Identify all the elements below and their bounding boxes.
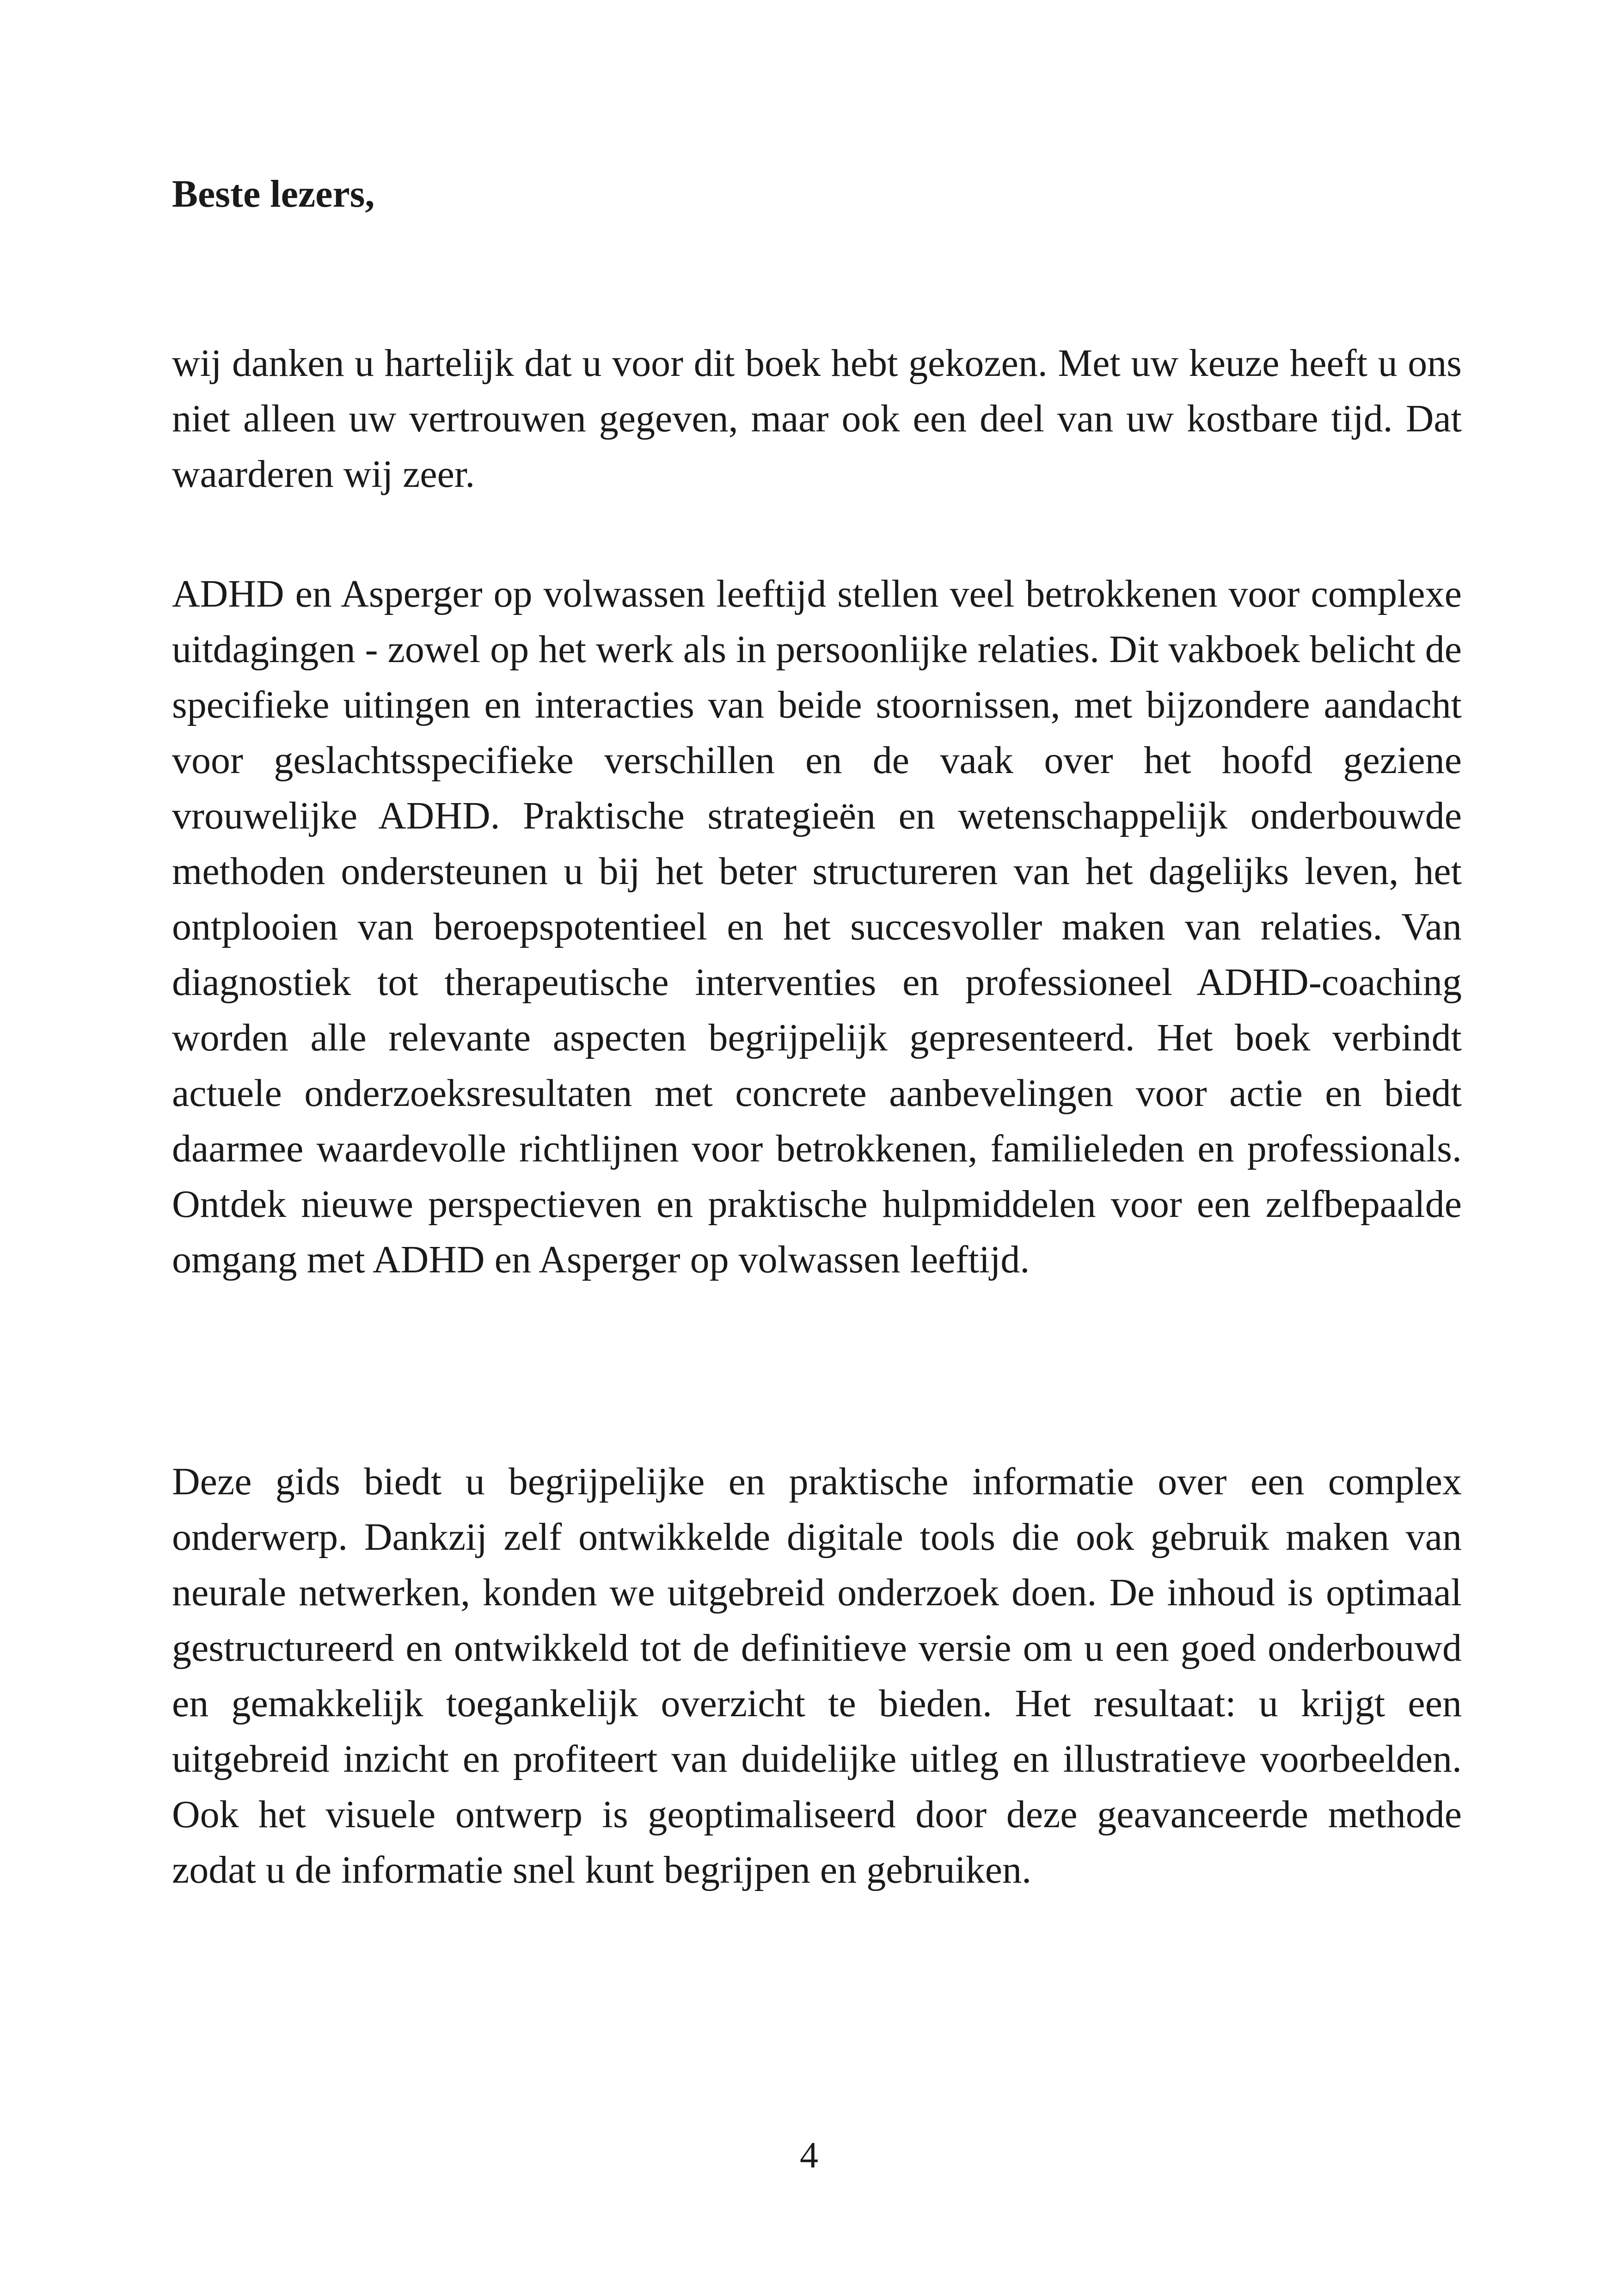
salutation-heading: Beste lezers, xyxy=(172,172,375,215)
paragraph-thanks: wij danken u hartelijk dat u voor dit boek hebt gekozen. Met uw keuze heeft u ons niet alleen uw vertrouwen gegeven, maar ook een deel van uw kostbare tijd. Dat waarderen wij zeer. xyxy=(172,342,1462,496)
page-number: 4 xyxy=(800,2135,818,2176)
paragraph-guide-info: Deze gids biedt u begrijpelijke en praktische informatie over een complex onderwerp. Dankzij zelf ontwikkelde digitale tools die ook gebruik maken van neurale netwerken, konden we uitgebreid onderzoek doen. De inhoud is optimaal gestructureerd en ontwikkeld tot de definitieve versie om u een goed onderbouwd en gemakkelijk toegankelijk overzicht te bieden. Het resultaat: u krijgt een uitgebreid inzicht en profiteert van duidelijke uitleg en illustratieve voorbeelden. Ook het visuele ontwerp is geoptimaliseerd door deze geavanceerde methode zodat u de informatie snel kunt begrijpen en gebruiken. xyxy=(172,1460,1462,1891)
paragraph-book-description: ADHD en Asperger op volwassen leeftijd stellen veel betrokkenen voor complexe uitdagingen - zowel op het werk als in persoonlijke relaties. Dit vakboek belicht de specifieke uitingen en interacties van beide stoornissen, met bijzondere aandacht voor geslachtsspecifieke verschillen en de vaak over het hoofd geziene vrouwelijke ADHD. Praktische strategieën en wetenschappelijk onderbouwde methoden ondersteunen u bij het beter structureren van het dagelijks leven, het ontplooien van beroepspotentieel en het succesvoller maken van relaties. Van diagnostiek tot therapeutische interventies en professioneel ADHD-coaching worden alle relevante aspecten begrijpelijk gepresenteerd. Het boek verbindt actuele onderzoeksresultaten met concrete aanbevelingen voor actie en biedt daarmee waardevolle richtlijnen voor betrokkenen, familieleden en professionals. Ontdek nieuwe perspectieven en praktische hulpmiddelen voor een zelfbepaalde omgang met ADHD en Asperger op volwassen leeftijd. xyxy=(172,572,1462,1281)
